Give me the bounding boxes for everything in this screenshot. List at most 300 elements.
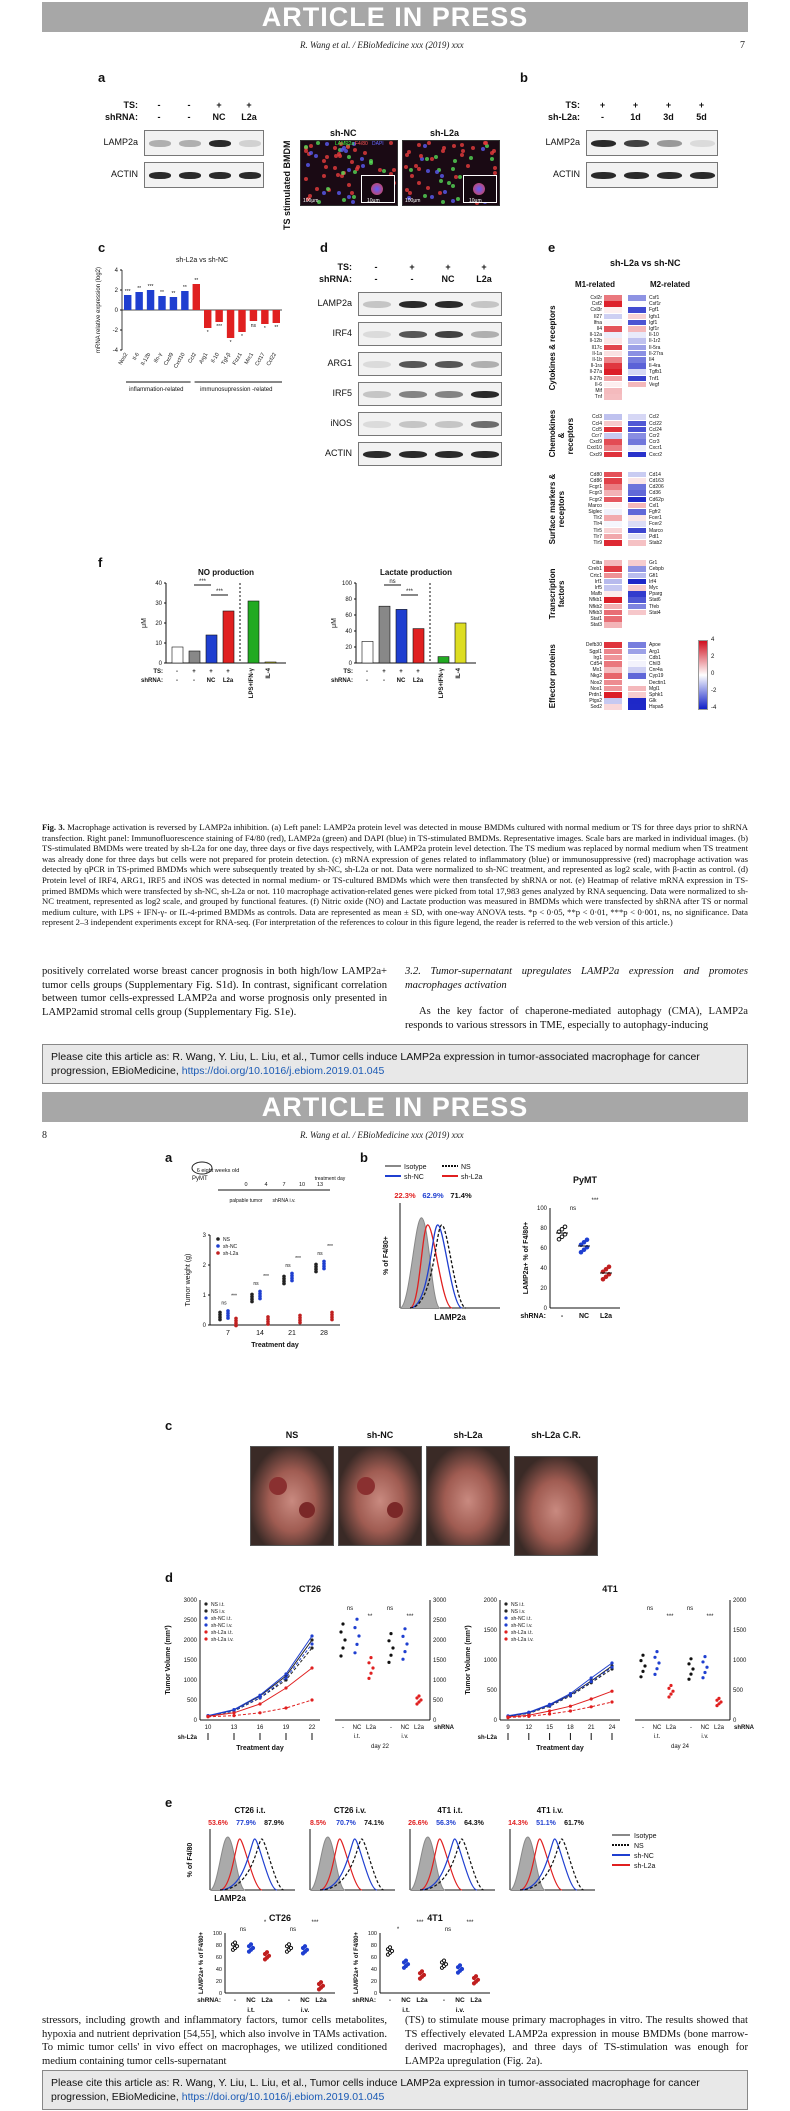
x-tick-label: 12 — [525, 1725, 533, 1731]
sig-label: * — [263, 326, 266, 332]
heat-cell — [604, 534, 622, 540]
cell-dot — [438, 191, 442, 195]
heat-cell — [604, 439, 622, 445]
heat-cell — [628, 667, 646, 673]
sig-label: *** — [215, 589, 224, 595]
bar-Mrc1 — [250, 310, 257, 321]
series-point — [310, 1698, 313, 1701]
p2-body-left: stressors, including growth and inflammatory factors, tumor cells metabolites, hypoxia and nutrient deprivation [54,55], which also involve in TAMs activation. To mimic tumor cells' in vivo effect on macrophages, we utilized conditioned medium containing tumor cells-supernatant — [42, 2015, 387, 2067]
shrna-lane-value: NC — [212, 112, 226, 122]
sig-label: ns — [346, 1606, 354, 1612]
cell-dot — [493, 166, 497, 170]
ts-lane-value: + — [409, 262, 415, 272]
blot-strip — [586, 130, 718, 156]
route-label: i.v. — [701, 1734, 709, 1740]
pct-label: 77.9% — [236, 1820, 256, 1827]
m2-gene: Il-27ra — [649, 350, 664, 357]
chart-title: NO production — [198, 568, 254, 577]
y-tick-label: 1000 — [483, 1658, 497, 1664]
cell-dot — [439, 179, 443, 183]
m2-gene: Gfi1 — [649, 572, 659, 579]
gene-label: Ifn-γ — [153, 352, 164, 365]
cell-dot — [361, 164, 365, 168]
shrna-lane-value: - — [601, 112, 604, 122]
x-tick-label: 15 — [546, 1725, 553, 1731]
cell-dot — [304, 177, 308, 181]
panel-f-charts — [140, 565, 520, 730]
m1-gene: Il-1b — [592, 357, 602, 363]
cell-dot — [314, 154, 318, 158]
heat-cell — [628, 680, 646, 686]
y-tick-label: -2 — [112, 328, 118, 334]
blot-band — [471, 361, 499, 368]
scale-tick: 4 — [711, 636, 715, 643]
blot-band — [471, 421, 499, 428]
series-point — [569, 1705, 572, 1708]
m1-gene: Cd54 — [590, 661, 602, 667]
m1-gene: Sod2 — [590, 704, 602, 711]
cell-dot — [426, 169, 430, 173]
scale-small-1: 10μm — [367, 198, 380, 204]
pct-label: 22.3% — [394, 1191, 416, 1200]
blot-strip — [358, 322, 502, 346]
doi-link-2[interactable]: https://doi.org/10.1016/j.ebiom.2019.01.045 — [181, 2091, 385, 2103]
data-point — [265, 1951, 268, 1954]
end-point — [703, 1671, 706, 1674]
end-point — [655, 1667, 658, 1670]
end-point — [653, 1673, 656, 1676]
heat-cell — [604, 382, 622, 388]
p2-body-right: (TS) to stimulate mouse primary macrophages in vitro. The results showed that TS effectively elevated LAMP2a expression in mouse BMDMs (bone marrow-derived macrophages), and three days of TS-stimulation was enough for LAMP2a upregulation (Fig. 2a). — [405, 2015, 748, 2067]
cell-dot — [417, 181, 421, 185]
p2-panel-a — [180, 1150, 350, 1400]
legend-label: NS i.t. — [211, 1602, 225, 1608]
blot-band — [471, 451, 499, 458]
y-tick-label: 0 — [193, 1718, 197, 1724]
m2-gene: Cxcr1 — [649, 445, 663, 452]
y-axis-label: Tumor Volume (mm³) — [165, 1625, 172, 1695]
m2-gene: Csf1 — [649, 295, 660, 301]
legend-label: sh-L2a i.t. — [511, 1630, 533, 1636]
bar-Tgf-β — [227, 310, 234, 338]
cell-dot — [347, 168, 351, 172]
shrna-label: shRNA: — [352, 1997, 376, 2004]
right-tick-label: 2000 — [733, 1598, 747, 1604]
p2-panel-b-label: b — [360, 1150, 368, 1165]
gene-label: Fizz1 — [231, 352, 244, 367]
legend-label: NS — [634, 1843, 644, 1850]
group2-label: immunosupression -related — [200, 387, 273, 393]
data-point — [290, 1272, 294, 1276]
m1-gene: Tlr7 — [593, 533, 602, 540]
p2-panel-c-label: c — [165, 1418, 173, 1433]
p2-panel-e — [180, 1805, 750, 2030]
m1-gene: Il27 — [593, 313, 602, 320]
tumor-spot — [357, 1477, 375, 1495]
cell-dot — [451, 167, 455, 171]
y-tick-label: 40 — [370, 1967, 377, 1973]
ts-value: + — [382, 669, 386, 675]
cell-dot — [435, 170, 439, 174]
data-point — [476, 1978, 479, 1981]
m2-gene: Cd14 — [649, 471, 661, 478]
m1-gene: Fcgr1 — [589, 484, 602, 491]
ts-value: + — [416, 669, 420, 675]
data-point — [563, 1225, 567, 1229]
bar-chart-0 — [140, 565, 320, 725]
cell-dot — [315, 187, 319, 191]
heat-cell — [604, 332, 622, 338]
sig-label: * — [396, 1927, 400, 1933]
end-point — [687, 1662, 690, 1665]
heat-cell — [628, 560, 646, 566]
micro-title-shnc: sh-NC — [330, 128, 357, 138]
heat-cell — [628, 692, 646, 698]
cell-dot — [442, 146, 446, 150]
control-label: IL-4 — [266, 668, 272, 679]
heat-cell — [628, 357, 646, 363]
sig-label: * — [241, 334, 243, 340]
ts-lane-value: + — [698, 100, 705, 110]
heat-cell — [604, 604, 622, 610]
end-point — [655, 1650, 658, 1653]
legend-label: NS i.v. — [511, 1609, 526, 1615]
data-point — [607, 1265, 611, 1269]
ts-value: + — [399, 669, 403, 675]
gene-label: Il-6 — [131, 352, 141, 362]
end-point — [719, 1700, 722, 1703]
heat-cell — [628, 497, 646, 503]
legend-label: sh-NC i.t. — [211, 1616, 232, 1622]
blot-band — [239, 140, 261, 147]
m1-gene: Ccl4 — [591, 420, 602, 427]
y-tick-label: 1500 — [483, 1628, 497, 1634]
data-point — [388, 1946, 391, 1949]
end-point — [403, 1627, 406, 1630]
cell-dot — [355, 167, 359, 171]
heat-cell — [628, 478, 646, 484]
m1-gene: Ccl5 — [591, 426, 602, 433]
heat-cell — [604, 591, 622, 597]
y-tick-label: 60 — [540, 1246, 547, 1252]
blot-band — [399, 391, 427, 398]
legend-marker — [204, 1630, 207, 1633]
m1-gene: Csf2 — [591, 301, 602, 308]
y-tick-label: 20 — [345, 645, 352, 651]
m1-gene: Cxcl9 — [589, 439, 602, 446]
m2-gene: Il-4ra — [649, 363, 661, 370]
series-point — [590, 1705, 593, 1708]
bar — [396, 609, 407, 663]
sig-label: ns — [569, 1206, 577, 1212]
blot-band — [624, 172, 649, 179]
end-point — [669, 1692, 672, 1695]
bar — [362, 641, 373, 663]
sig-label: ** — [137, 286, 142, 292]
legend-marker — [504, 1609, 507, 1612]
legend-label: NS i.v. — [211, 1609, 226, 1615]
legend-label: sh-L2a i.v. — [511, 1637, 534, 1643]
m1-gene: Il-1ra — [590, 363, 602, 370]
data-point — [321, 1984, 324, 1987]
timeline-label: 13 — [316, 1182, 324, 1188]
heat-cell — [604, 394, 622, 400]
y-tick-label: 40 — [540, 1266, 547, 1272]
ts-lane-value: + — [632, 100, 639, 110]
heat-cell — [604, 376, 622, 382]
scale-tick: 2 — [711, 653, 715, 660]
inset-cell — [473, 183, 485, 195]
cell-dot — [410, 174, 414, 178]
y-tick-label: 80 — [215, 1943, 222, 1949]
route-label: i.t. — [402, 2007, 410, 2014]
blot-strip — [358, 442, 502, 466]
series-point — [310, 1634, 313, 1637]
heat-cell — [628, 332, 646, 338]
blot-row-label: LAMP2a — [317, 298, 352, 308]
running-head-2: R. Wang et al. / EBioMedicine xxx (2019) xxx — [300, 1130, 464, 1140]
ts-lane-value: - — [187, 100, 191, 110]
panel-e-label: e — [548, 240, 556, 255]
m2-gene: Tgfb1 — [649, 369, 662, 376]
sig-label: *** — [405, 589, 414, 595]
y-tick-label: 10 — [155, 641, 162, 647]
x-tick-label: 28 — [320, 1330, 328, 1337]
article-in-press-banner: ARTICLE IN PRESS — [42, 2, 748, 32]
m2-gene: Il4 — [649, 357, 655, 363]
shrna-value: - — [176, 678, 178, 684]
blot-band — [209, 172, 231, 179]
control-label: LPS+IFN-γ — [439, 668, 445, 699]
body-left-text: positively correlated worse breast cancer prognosis in both high/low LAMP2a+ tumor cells groups (Supplementary Fig. S1d). In contrast, significant correlation between tumor cells-expressed LAMP2a and worse prognosis only presented in LAMP2amid stromal cells group (Supplementary Fig. S1e). — [42, 966, 387, 1018]
data-point — [298, 1314, 302, 1318]
sig-label: *** — [406, 1614, 414, 1620]
sig-label: ns — [239, 1927, 247, 1933]
shl2a-label: sh-L2a — [177, 1735, 197, 1741]
panel-c-chart — [92, 250, 292, 415]
blot-band — [435, 301, 463, 308]
legend-marker — [204, 1602, 207, 1605]
pct-label: 14.3% — [508, 1820, 528, 1827]
right-tick-label: 1500 — [433, 1658, 447, 1664]
heat-cell — [604, 503, 622, 509]
heat-cell — [604, 521, 622, 527]
end-point — [689, 1673, 692, 1676]
blot-strip — [358, 412, 502, 436]
ts-value: + — [209, 669, 213, 675]
m1-gene: Cd80 — [590, 471, 602, 478]
x-tick-label: 10 — [204, 1725, 212, 1731]
cell-dot — [351, 200, 355, 204]
cell-dot — [389, 141, 393, 145]
blot-band — [435, 331, 463, 338]
m1-gene: Nfkb1 — [588, 597, 602, 604]
shrna-label: shRNA: — [331, 678, 353, 684]
blot-band — [657, 172, 682, 179]
control-label: IL-4 — [456, 668, 462, 679]
m1-gene: Creb1 — [588, 566, 602, 573]
m1-gene: Il4 — [596, 326, 602, 332]
cell-dot — [427, 141, 431, 145]
right-tick-label: 0 — [733, 1718, 737, 1724]
heat-cell — [628, 452, 646, 458]
cat-label: L2a — [261, 1997, 273, 2004]
cat-label: - — [690, 1725, 692, 1731]
ts-value: - — [366, 669, 368, 675]
cell-dot — [347, 183, 351, 187]
end-point — [389, 1654, 392, 1657]
ts-lane-value: - — [157, 100, 161, 110]
heat-cell — [604, 566, 622, 572]
end-point — [353, 1626, 356, 1629]
mouse-photo — [426, 1446, 510, 1546]
data-point — [249, 1943, 252, 1946]
y-tick-label: 100 — [212, 1931, 222, 1937]
cell-dot — [460, 153, 464, 157]
heatmap-section-label: Effector proteins — [548, 644, 557, 709]
heat-cell — [604, 433, 622, 439]
blot-row-label: LAMP2a — [103, 137, 138, 147]
cat-label: L2a — [416, 1997, 428, 2004]
cell-dot — [322, 159, 326, 163]
end-point — [387, 1661, 390, 1664]
panel-a-western — [90, 100, 280, 210]
data-point — [420, 1970, 423, 1973]
ts-lane-value: + — [599, 100, 606, 110]
cell-dot — [440, 174, 444, 178]
m2-gene: Cd62p — [649, 496, 664, 503]
blot-band — [399, 301, 427, 308]
heat-cell — [628, 295, 646, 301]
bar-chart-1 — [330, 565, 510, 725]
blot-band — [435, 361, 463, 368]
figure-caption — [42, 822, 748, 928]
heat-cell — [604, 478, 622, 484]
cat-label: NC — [700, 1725, 710, 1731]
shrna-value: - — [383, 678, 385, 684]
scale-tick: -2 — [711, 687, 717, 694]
heat-cell — [628, 509, 646, 515]
m1-gene: Il-27b — [589, 375, 602, 382]
heat-cell — [604, 610, 622, 616]
blot-band — [363, 421, 391, 428]
end-point — [391, 1646, 394, 1649]
m2-gene: Myc — [649, 585, 659, 591]
heat-cell — [628, 414, 646, 420]
blot-band — [435, 451, 463, 458]
right-tick-label: 0 — [433, 1718, 437, 1724]
series-point — [590, 1676, 593, 1679]
legend-marker — [204, 1637, 207, 1640]
data-point — [322, 1260, 326, 1264]
sig-label: *** — [591, 1198, 599, 1204]
route-label: i.v. — [401, 1734, 409, 1740]
x-tick-label: 14 — [256, 1330, 264, 1337]
gene-label: Cxcl9 — [163, 352, 176, 367]
m2-gene: Arg1 — [649, 648, 660, 655]
heat-cell — [628, 445, 646, 451]
scale-tick: -4 — [711, 704, 717, 711]
cat-label: L2a — [713, 1725, 725, 1731]
shrna-lane-value: 3d — [663, 112, 674, 122]
m2-gene: Fgfr2 — [649, 509, 661, 515]
cell-dot — [309, 144, 313, 148]
cat-label: NC — [401, 1997, 411, 2004]
m1-gene: Irf1 — [594, 578, 602, 585]
heat-cell — [628, 540, 646, 546]
y-tick-label: 40 — [155, 581, 162, 587]
cat-label: - — [390, 1725, 392, 1731]
y-tick-label: 20 — [155, 621, 162, 627]
blot-row-label: IRF5 — [332, 388, 352, 398]
micro-legend-dapi: DAPI — [372, 141, 384, 147]
data-point — [474, 1975, 477, 1978]
x-axis-label: Treatment day — [251, 1342, 299, 1349]
y-tick-label: 60 — [345, 613, 352, 619]
data-point — [303, 1945, 306, 1948]
blot-band — [471, 301, 499, 308]
doi-link-1[interactable]: https://doi.org/10.1016/j.ebiom.2019.01.045 — [181, 1065, 385, 1077]
heat-cell — [604, 472, 622, 478]
heat-cell — [604, 540, 622, 546]
pct-label: 71.4% — [450, 1191, 472, 1200]
x-tick-label: 16 — [256, 1725, 264, 1731]
shrna-value: - — [366, 678, 368, 684]
y-axis-label: LAMP2a+ % of F4/80+ — [354, 1931, 360, 1995]
shrna-label: shRNA: — [105, 112, 138, 122]
photo-title: sh-L2a C.R. — [531, 1430, 581, 1440]
heatmap-section-label: Transcription factors — [548, 568, 566, 620]
m1-gene: Cxl3r — [590, 307, 602, 314]
growth-chart-1 — [460, 1580, 760, 1780]
panel-b-label: b — [520, 70, 528, 85]
bar — [172, 647, 183, 663]
gene-label: Tgf-β — [220, 352, 233, 367]
page-number-2: 8 — [42, 1130, 47, 1141]
data-point — [305, 1948, 308, 1951]
m2-gene: Il-1r2 — [649, 338, 661, 345]
m2-gene: Fcer1 — [649, 515, 662, 522]
sig-label: ns — [289, 1927, 297, 1933]
shrna-label: sh-L2a: — [547, 112, 580, 122]
ts-value: - — [176, 669, 178, 675]
cell-dot — [471, 146, 475, 150]
blot-band — [179, 172, 201, 179]
data-point — [314, 1263, 318, 1267]
ts-value: + — [192, 669, 196, 675]
cell-dot — [309, 151, 313, 155]
ts-label: TS: — [565, 100, 580, 110]
m1-gene: Irf5 — [594, 585, 602, 591]
pct-label: 62.9% — [422, 1191, 444, 1200]
m2-gene: Cdb1 — [649, 654, 661, 661]
p2e-svg — [180, 1805, 750, 2030]
heat-cell — [628, 604, 646, 610]
heat-cell — [628, 484, 646, 490]
gene-label: Il-12b — [140, 352, 153, 367]
blot-strip — [144, 162, 264, 188]
end-point — [401, 1658, 404, 1661]
end-point — [641, 1654, 644, 1657]
panel-e-heatmap — [548, 295, 748, 805]
ts-lane-value: - — [374, 262, 378, 272]
y-tick-label: 0 — [493, 1718, 497, 1724]
heat-cell — [604, 649, 622, 655]
heat-cell — [628, 472, 646, 478]
sig-label: *** — [231, 1293, 237, 1300]
bar-Il-12b — [147, 290, 154, 310]
blot-band — [624, 140, 649, 147]
